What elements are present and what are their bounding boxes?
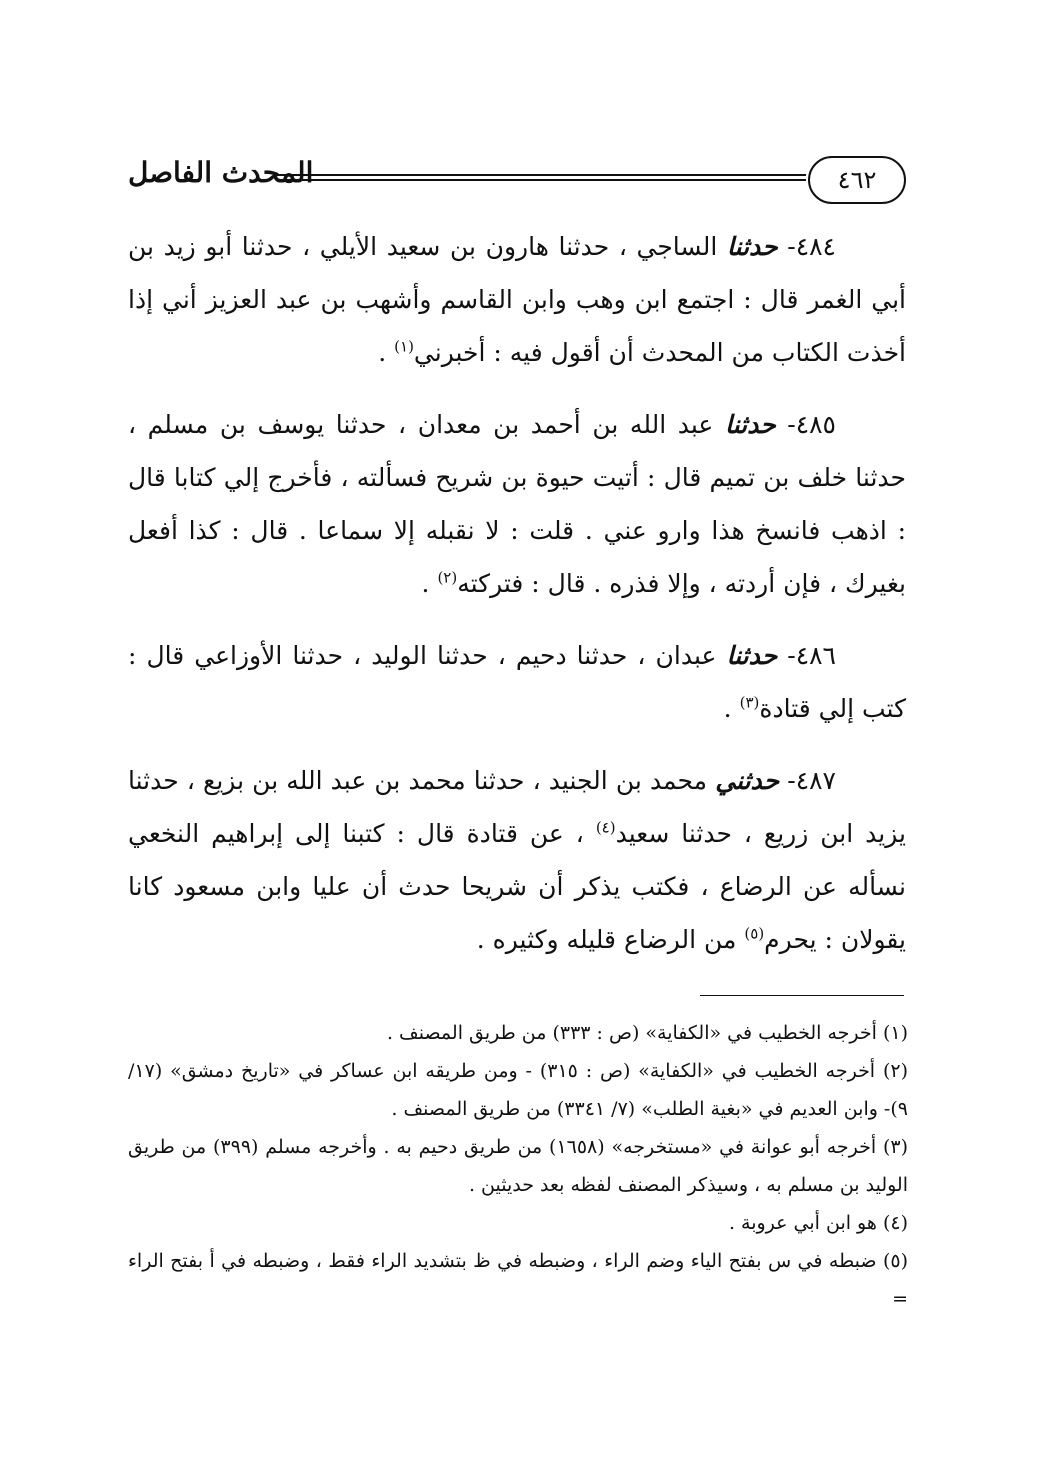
footnote-3 bbox=[128, 1128, 908, 1204]
hadith-verb: حدثنا bbox=[726, 232, 778, 261]
footnote-4 bbox=[128, 1204, 908, 1242]
hadith-tail: . bbox=[378, 338, 395, 367]
page-number: ٤٦٢ bbox=[808, 156, 906, 204]
hadith-tail: . bbox=[421, 569, 438, 598]
hadith-tail: من الرضاع قليله وكثيره . bbox=[476, 925, 745, 954]
book-title: المحدث الفاصل bbox=[128, 156, 314, 189]
footnote-text: ضبطه في س بفتح الياء وضم الراء ، وضبطه في ظ بتشديد الراء فقط ، وضبطه في أ بفتح الراء = bbox=[128, 1250, 908, 1310]
footnote-label: (٢) bbox=[882, 1060, 909, 1082]
footnote-separator bbox=[700, 995, 904, 996]
footnote-label: (٤) bbox=[882, 1212, 908, 1234]
hadith-text: عبد الله بن أحمد بن معدان ، حدثنا يوسف بن مسلم ، حدثنا خلف بن تميم قال : أتيت حيوة بن شريح فسألته ، فأخرج إلي كتابا قال : اذهب فانسخ هذا وارو عني . قلت : لا نقبله إلا سماعا . قال : كذا أفعل بغيرك ، فإن أردته ، وإلا فذره . قال : فتركته bbox=[128, 410, 906, 598]
hadith-486: ٤٨٦- حدثنا عبدان ، حدثنا دحيم ، حدثنا الوليد ، حدثنا الأوزاعي قال : كتب إلي قتادة$^{(٣)}$ . bbox=[128, 641, 906, 723]
footnotes bbox=[128, 1014, 908, 1318]
footnote-5 bbox=[128, 1242, 908, 1318]
hadith-number: ٤٨٤ bbox=[795, 232, 836, 261]
hadith-verb: حدثنا bbox=[724, 410, 776, 439]
footnote-ref: (٢) bbox=[437, 568, 458, 587]
hadith-number: ٤٨٧ bbox=[795, 766, 836, 795]
hadith-number: ٤٨٥ bbox=[795, 410, 836, 439]
header-rule bbox=[278, 174, 806, 181]
footnote-label: (٥) bbox=[882, 1250, 908, 1272]
hadith-text-continued: ، عن قتادة قال : كتبنا إلى إبراهيم النخعي نسأله عن الرضاع ، فكتب يذكر أن شريحا حدث أن عليا وابن مسعود كانا يقولان : يحرم bbox=[128, 819, 906, 954]
footnote-ref: (٥) bbox=[744, 924, 765, 943]
hadith-verb: حدثني bbox=[715, 766, 780, 795]
hadith-number: ٤٨٦ bbox=[795, 641, 836, 670]
footnote-2 bbox=[128, 1052, 908, 1128]
hadith-verb: حدثنا bbox=[726, 641, 778, 670]
hadith-text: عبدان ، حدثنا دحيم ، حدثنا الوليد ، حدثنا الأوزاعي قال : كتب إلي قتادة bbox=[128, 641, 906, 723]
hadith-484: ٤٨٤- حدثنا الساجي ، حدثنا هارون بن سعيد الأيلي ، حدثنا أبو زيد بن أبي الغمر قال : اجتمع ابن وهب وابن القاسم وأشهب بن عبد العزيز أني إذا أخذت الكتاب من المحدث أن أقول فيه : أخبرني$^{(١)}$ . bbox=[128, 232, 906, 367]
main-text bbox=[128, 220, 906, 985]
hadith-text: الساجي ، حدثنا هارون بن سعيد الأيلي ، حدثنا أبو زيد بن أبي الغمر قال : اجتمع ابن وهب وابن القاسم وأشهب بن عبد العزيز أني إذا أخذت الكتاب من المحدث أن أقول فيه : أخبرني bbox=[128, 232, 906, 367]
footnote-text: أخرجه الخطيب في «الكفاية» (ص : ٣٣٣) من طريق المصنف . bbox=[386, 1022, 877, 1044]
footnote-text: هو ابن أبي عروبة . bbox=[728, 1212, 877, 1234]
footnote-1 bbox=[128, 1014, 908, 1052]
footnote-ref: (٣) bbox=[739, 693, 760, 712]
footnote-text: أخرجه الخطيب في «الكفاية» (ص : ٣١٥) - ومن طريقه ابن عساكر في «تاريخ دمشق» (١٧/ ٩)- وابن العديم في «بغية الطلب» (٧/ ٣٣٤١) من طريق المصنف . bbox=[128, 1060, 908, 1120]
page-header bbox=[128, 150, 906, 210]
hadith-tail: . bbox=[723, 694, 740, 723]
hadith-487: ٤٨٧- حدثني محمد بن الجنيد ، حدثنا محمد بن عبد الله بن بزيع ، حدثنا يزيد ابن زريع ، حدثنا سعيد$^{(٤)}$ ، عن قتادة قال : كتبنا إلى إبراهيم النخعي نسأله عن الرضاع ، فكتب يذكر أن شريحا حدث أن عليا وابن مسعود كانا يقولان : يحرم$^{(٥)}$ من الرضاع قليله وكثيره . bbox=[128, 766, 906, 954]
hadith-text: محمد بن الجنيد ، حدثنا محمد بن عبد الله بن بزيع ، حدثنا يزيد ابن زريع ، حدثنا سعيد bbox=[128, 766, 906, 848]
footnote-label: (٣) bbox=[882, 1136, 909, 1158]
footnote-ref: (١) bbox=[394, 337, 414, 356]
footnote-text: أخرجه أبو عوانة في «مستخرجه» (١٦٥٨) من طريق دحيم به . وأخرجه مسلم (٣٩٩) من طريق الوليد بن مسلم به ، وسيذكر المصنف لفظه بعد حديثين . bbox=[128, 1136, 908, 1196]
footnote-label: (١) bbox=[882, 1022, 908, 1044]
hadith-485: ٤٨٥- حدثنا عبد الله بن أحمد بن معدان ، حدثنا يوسف بن مسلم ، حدثنا خلف بن تميم قال : أتيت حيوة بن شريح فسألته ، فأخرج إلي كتابا قال : اذهب فانسخ هذا وارو عني . قلت : لا نقبله إلا سماعا . قال : كذا أفعل بغيرك ، فإن أردته ، وإلا فذره . قال : فتركته$^{(٢)}$ . bbox=[128, 410, 906, 598]
footnote-ref: (٤) bbox=[595, 818, 616, 837]
